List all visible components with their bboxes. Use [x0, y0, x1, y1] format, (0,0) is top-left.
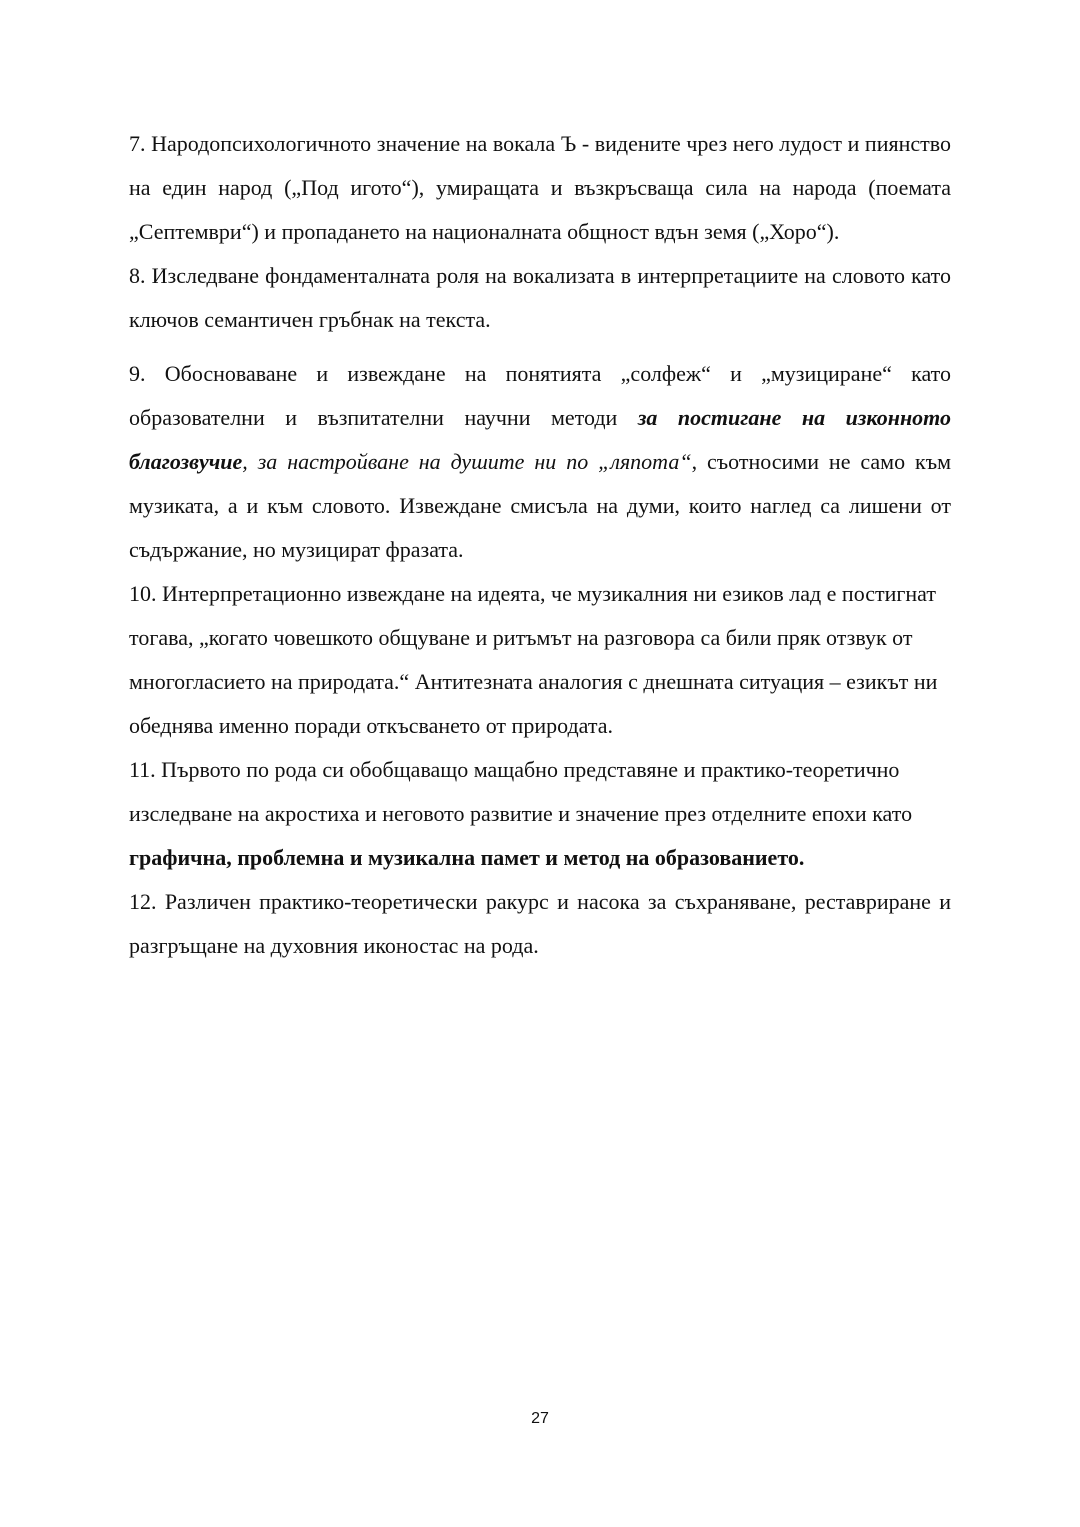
item-9-text-2: , съотносими не само към музиката, а и към словото. Извеждане смисъла на думи, които наглед са лишени от съдържание, но музицират фразата.: [129, 449, 951, 562]
page-number: 27: [531, 1410, 549, 1427]
paragraph-item-11: [129, 748, 951, 880]
item-9-italic-phrase: , за настройване на душите ни по „ляпота“: [242, 449, 692, 474]
page-content: [129, 122, 951, 968]
paragraph-item-7: 7. Народопсихологичното значение на вокала Ъ - видените чрез него лудост и пиянство на един народ („Под игото“), умиращата и възкръсваща сила на народа (поемата „Септември“) и пропадането на националната общност вдън земя („Хоро“).: [129, 131, 951, 244]
paragraph-item-10: 10. Интерпретационно извеждане на идеята, че музикалния ни езиков лад е постигнат тогава, „когато човешкото общуване и ритъмът на разговора са били пряк отзвук от многогласието на природата.“ Антитезната аналогия с днешната ситуация – езикът ни обеднява именно поради откъсването от природата.: [129, 581, 938, 738]
paragraph-item-8: 8. Изследване фондаменталната роля на вокализата в интерпретациите на словото като ключов семантичен гръбнак на текста.: [129, 263, 951, 332]
item-9-text-1: 9. Обосноваване и извеждане на понятията „солфеж“ и „музициране“ като образователни и възпитателни научни методи: [129, 361, 951, 430]
item-11-bold-phrase: графична, проблемна и музикална памет и метод на образованието.: [129, 845, 805, 870]
paragraph-item-9: [129, 352, 951, 572]
paragraph-item-12: 12. Различен практико-теоретически ракурс и насока за съхраняване, реставриране и разгръщане на духовния иконостас на рода.: [129, 889, 951, 958]
item-11-text: 11. Първото по рода си обобщаващо мащабно представяне и практико-теоретично изследване на акростиха и неговото развитие и значение през отделните епохи като: [129, 757, 913, 826]
item-9-bold-italic-phrase: за постигане на изконното благозвучие: [129, 405, 951, 474]
